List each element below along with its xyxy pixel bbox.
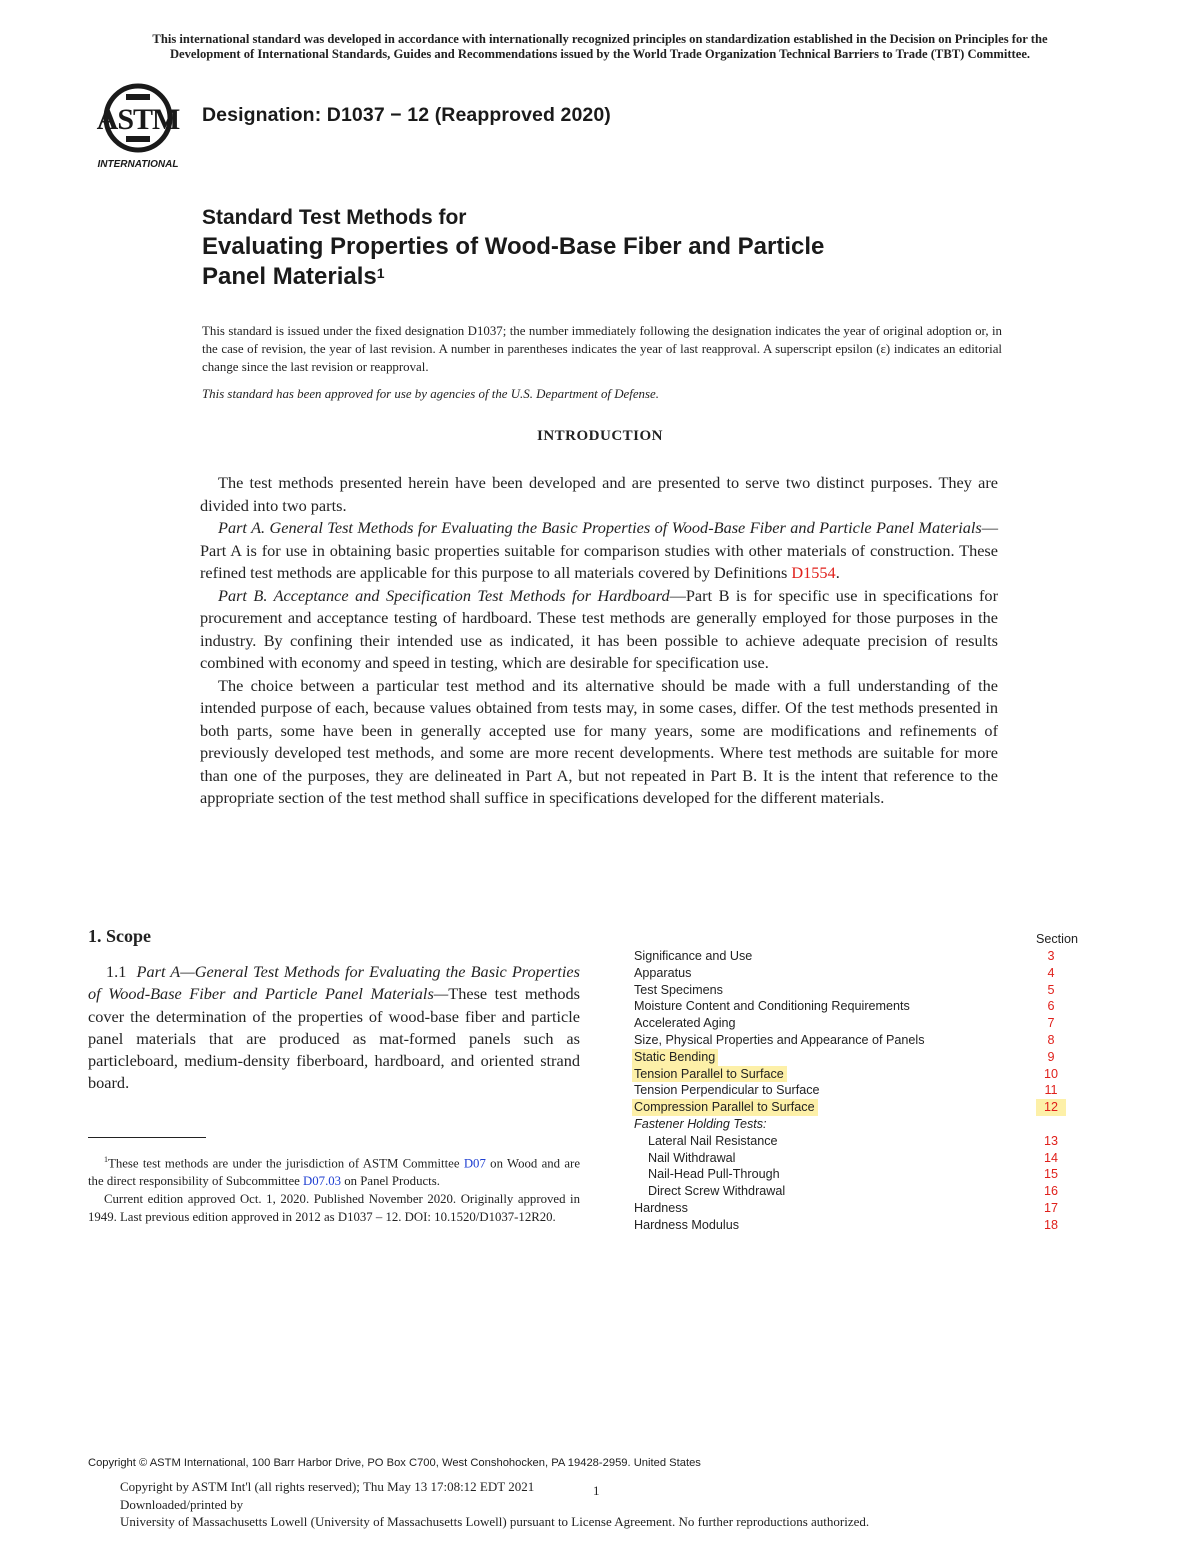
document-title <box>202 204 1082 292</box>
footnote-text-3: on Panel Products. <box>341 1174 440 1189</box>
standards-notice <box>88 32 1112 62</box>
section-row <box>632 1116 1082 1133</box>
intro-paragraph-4: The choice between a particular test method and its alternative should be made with a full understanding of the intended purpose of each, because values obtained from tests may, in some cases, differ. Of the test methods presented in both parts, some have been in generally accepted use for many years, some are modifications and refinements of previously developed test methods, and some are more recent developments. Where test methods are suitable for more than one of the purposes, they are delineated in Part A, but not repeated in Part B. It is the intent that reference to the appropriate section of the test method shall suffice in specifications developed for the different materials. <box>200 675 998 807</box>
section-label: Hardness <box>634 1200 688 1215</box>
download-line1: Copyright by ASTM Int'l (all rights reserved); Thu May 13 17:08:12 EDT 2021 <box>120 1479 535 1494</box>
section-number-link[interactable]: 11 <box>1044 1083 1058 1098</box>
section-label: Fastener Holding Tests: <box>634 1116 767 1131</box>
section-number-link[interactable]: 17 <box>1043 1200 1058 1215</box>
section-row <box>632 1183 1082 1200</box>
section-row <box>632 1082 1082 1099</box>
section-label: Significance and Use <box>634 949 753 963</box>
section-label: Tension Parallel to Surface <box>632 1066 787 1083</box>
section-row <box>632 965 1082 982</box>
section-number-link[interactable]: 4 <box>1047 965 1055 980</box>
section-row <box>632 948 1082 965</box>
issued-statement: This standard is issued under the fixed designation D1037; the number immediately following the designation indicates the year of original adoption or, in the case of revision, the year of last revision. A number in parentheses indicates the year of last reapproval. A superscript epsilon (ε) indicates an editorial change since the last revision or reapproval. <box>202 324 1002 374</box>
intro-paragraph-2 <box>200 517 998 585</box>
section-number-link[interactable]: 7 <box>1047 1016 1055 1031</box>
title-line3: Panel Materials <box>202 263 377 290</box>
section-number-link[interactable]: 12 <box>1036 1099 1066 1116</box>
d1554-link[interactable]: D1554 <box>791 563 836 582</box>
section-row <box>632 1099 1082 1116</box>
section-list <box>632 948 1082 1234</box>
download-notice <box>120 1478 869 1531</box>
standards-notice-line2: Development of International Standards, Guides and Recommendations issued by the World Trade Organization Technical Barriers to Trade (TBT) Committee. <box>169 47 1031 61</box>
section-row <box>632 1133 1082 1150</box>
section-label: Accelerated Aging <box>634 1016 736 1031</box>
footnote-mark: 1 <box>104 1155 108 1164</box>
section-number-link[interactable]: 6 <box>1047 999 1055 1014</box>
scope-paragraph <box>88 961 580 1095</box>
section-label: Direct Screw Withdrawal <box>648 1184 786 1199</box>
section-row <box>632 1049 1082 1066</box>
scope-part-a-title: Part A—General Test Methods for Evaluating the Basic Properties of Wood-Base Fiber and Particle Panel Materials— <box>88 962 580 1004</box>
intro-paragraph-3-text: —Part B is for specific use in specifications for procurement and acceptance testing of hardboard. These test methods are generally employed for those purposes in the industry. By confining their intended use as indicated, it has been possible to achieve adequate precision of results combined with economy and speed in testing, which are desirable for specification use. <box>200 585 998 672</box>
section-row <box>632 998 1082 1015</box>
section-label: Hardness Modulus <box>634 1217 739 1232</box>
astm-logo <box>88 82 188 172</box>
intro-paragraph-3 <box>200 585 998 675</box>
section-label: Nail Withdrawal <box>648 1150 736 1165</box>
section-label: Lateral Nail Resistance <box>648 1133 778 1148</box>
section-number-link[interactable]: 13 <box>1043 1133 1058 1148</box>
section-label: Apparatus <box>634 965 692 980</box>
section-label: Tension Perpendicular to Surface <box>634 1083 820 1098</box>
footnote <box>88 1151 580 1226</box>
section-label: Moisture Content and Conditioning Requirements <box>634 999 910 1014</box>
standards-notice-line1: This international standard was developed in accordance with internationally recognized principles on standardization established in the Decision on Principles for the <box>152 32 1048 46</box>
part-b-title: Part B. Acceptance and Specification Test Methods for Hardboard <box>218 585 670 605</box>
scope-text: These test methods cover the determination of the properties of wood-base fiber and particle panel materials that are produced as mat-formed panels such as particleboard, medium-density fiberboard, hardboard, and oriented strand board. <box>88 984 580 1093</box>
section-row <box>632 982 1082 999</box>
section-number-link[interactable]: 10 <box>1043 1066 1058 1081</box>
introduction-body <box>200 472 998 810</box>
section-column-header: Section <box>1035 932 1078 946</box>
intro-paragraph-2-text: —Part A is for use in obtaining basic properties suitable for comparison studies with other materials of construction. These refined test methods are applicable for this purpose to all materials covered by Definitions <box>200 518 998 582</box>
section-row <box>632 1166 1082 1183</box>
page-number: 1 <box>593 1483 600 1498</box>
title-footnote-mark[interactable]: 1 <box>376 265 385 281</box>
download-line3: University of Massachusetts Lowell (University of Massachusetts Lowell) pursuant to License Agreement. No further reproductions authorized. <box>120 1514 870 1529</box>
scope-number: 1.1 <box>106 962 127 981</box>
d07-link[interactable]: D07 <box>463 1156 486 1171</box>
title-line1: Standard Test Methods for <box>202 206 467 229</box>
d07-03-link[interactable]: D07.03 <box>303 1174 342 1189</box>
title-line2: Evaluating Properties of Wood-Base Fiber and Particle <box>202 233 825 260</box>
dod-note: This standard has been approved for use by agencies of the U.S. Department of Defense. <box>202 387 659 401</box>
section-label: Compression Parallel to Surface <box>632 1099 818 1116</box>
section-number-link[interactable]: 3 <box>1047 949 1055 963</box>
footnote-text-1: These test methods are under the jurisdiction of ASTM Committee <box>108 1156 464 1171</box>
section-number-link[interactable]: 18 <box>1043 1217 1058 1232</box>
download-line2: Downloaded/printed by <box>120 1496 244 1512</box>
section-number-link[interactable]: 9 <box>1047 1049 1055 1064</box>
scope-heading: 1. Scope <box>88 926 151 946</box>
footnote-paragraph-2: Current edition approved Oct. 1, 2020. Published November 2020. Originally approved in 1949. Last previous edition approved in 2012 as D1037 – 12. DOI: 10.1520/D1037-12R20. <box>88 1192 580 1225</box>
section-label: Nail-Head Pull-Through <box>648 1167 780 1182</box>
section-label: Size, Physical Properties and Appearance of Panels <box>634 1032 925 1047</box>
footnote-text-2: on Wood and are the direct responsibility of Subcommittee <box>88 1156 580 1189</box>
part-a-title: Part A. General Test Methods for Evaluating the Basic Properties of Wood-Base Fiber and Particle Panel Materials <box>218 518 982 537</box>
svg-text:ASTM: ASTM <box>96 103 180 136</box>
section-row <box>632 1217 1082 1234</box>
section-number-link[interactable]: 15 <box>1043 1167 1058 1182</box>
designation: Designation: D1037 − 12 (Reapproved 2020) <box>202 104 611 126</box>
section-number-link[interactable]: 16 <box>1043 1184 1058 1199</box>
section-number-link[interactable]: 8 <box>1047 1032 1055 1047</box>
copyright-line: Copyright © ASTM International, 100 Barr Harbor Drive, PO Box C700, West Conshohocken, PA 19428-2959. United States <box>88 1457 701 1469</box>
introduction-heading: INTRODUCTION <box>536 428 663 444</box>
section-row <box>632 1032 1082 1049</box>
section-row <box>632 1015 1082 1032</box>
section-label: Test Specimens <box>634 982 723 997</box>
section-table <box>632 930 1082 1234</box>
footnote-paragraph-1 <box>88 1151 580 1190</box>
section-number-link[interactable]: 14 <box>1043 1150 1058 1165</box>
footnote-divider <box>88 1137 206 1138</box>
intro-paragraph-2-end: . <box>835 563 840 582</box>
section-label: Static Bending <box>632 1049 718 1066</box>
svg-text:INTERNATIONAL: INTERNATIONAL <box>97 159 179 170</box>
section-number-link[interactable]: 5 <box>1047 982 1055 997</box>
section-row <box>632 1066 1082 1083</box>
section-row <box>632 1200 1082 1217</box>
section-row <box>632 1150 1082 1167</box>
intro-paragraph-1: The test methods presented herein have been developed and are presented to serve two distinct purposes. They are divided into two parts. <box>200 473 998 515</box>
